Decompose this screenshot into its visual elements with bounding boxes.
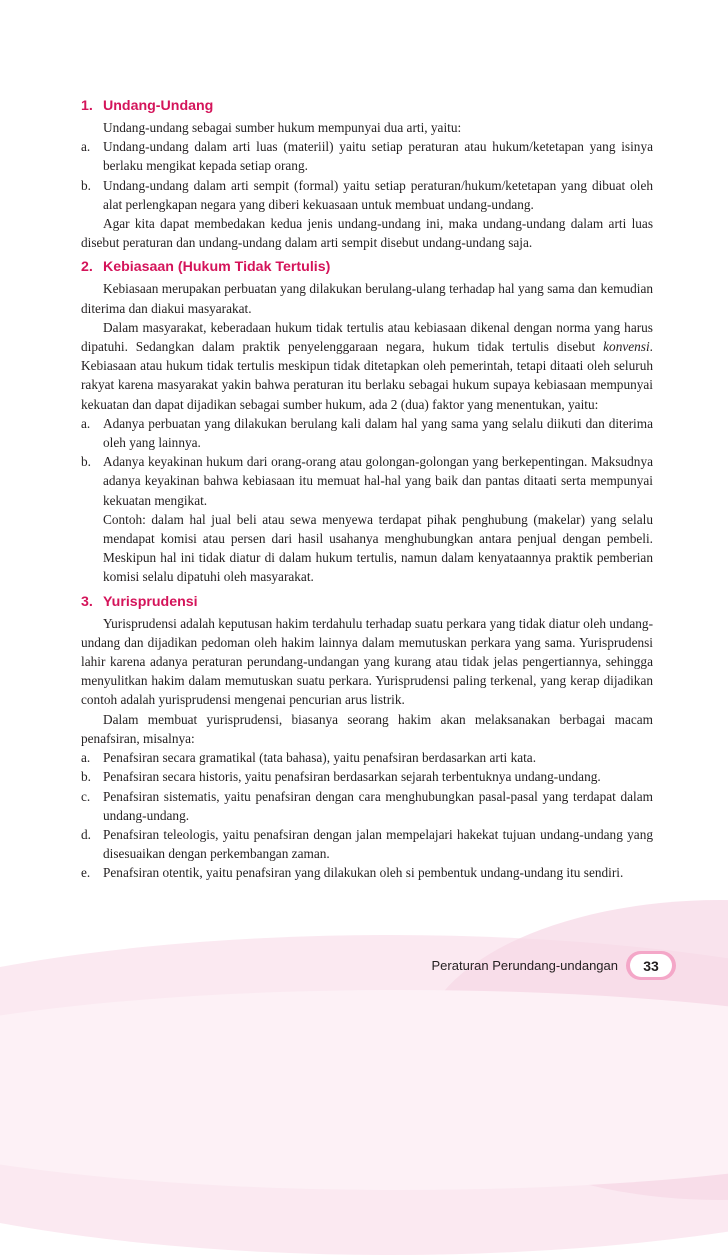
background-curve-light: [0, 990, 728, 1190]
list-item: [81, 414, 653, 452]
list-item: [81, 767, 653, 786]
list-item: [81, 748, 653, 767]
paragraph: Dalam membuat yurisprudensi, biasanya seorang hakim akan melaksanakan berbagai macam penafsiran, misalnya:: [81, 711, 653, 746]
section-number: 2.: [81, 259, 93, 276]
paragraph: Kebiasaan merupakan perbuatan yang dilakukan berulang-ulang terhadap hal yang sama dan kemudian diterima dan diakui masyarakat.: [81, 281, 653, 316]
list-item-text: Undang-undang dalam arti luas (materiil) yaitu setiap peraturan atau hukum/ketetapan yang isinya berlaku mengikat kepada setiap orang.: [103, 139, 653, 174]
list-item-label: a.: [81, 139, 91, 155]
section-title: Yurisprudensi: [103, 593, 198, 610]
list-item: [81, 452, 653, 510]
list-item-text: Undang-undang dalam arti sempit (formal) yaitu setiap peraturan/hukum/ketetapan yang dibuat oleh alat perlengkapan negara yang diberi kekuasaan untuk membuat undang-undang.: [103, 177, 653, 212]
list-item-label: b.: [81, 769, 91, 785]
section-number: 1.: [81, 98, 93, 114]
list-item-label: d.: [81, 826, 91, 842]
page-number-badge: [626, 951, 676, 980]
list-item-text: Penafsiran sistematis, yaitu penafsiran dengan cara menghubungkan pasal-pasal yang terdapat dalam undang-undang.: [103, 788, 653, 823]
paragraph-text: . Kebiasaan atau hukum tidak tertulis meskipun tidak ditetapkan oleh pemerintah, tetapi ditaati oleh seluruh rakyat karena masyarakat yakin bahwa peraturan itu berlaku sebagai hukum supaya kebiasaan mempunyai kekuatan dan dapat dijadikan sebagai sumber hukum, ada 2 (dua) faktor yang menentukan, yaitu:: [81, 339, 653, 412]
example-paragraph: Contoh: dalam hal jual beli atau sewa menyewa terdapat pihak penghubung (makelar) yang selalu mendapat komisi atau persen dari hasil usahanya menghubungkan antara penjual dengan pembeli. Meskipun hal ini tidak diatur di dalam hukum tertulis, namun dalam kenyataannya praktik pemberian komisi selalu dipatuhi oleh masyarakat.: [103, 511, 653, 585]
list-item: [81, 137, 653, 175]
list-item-label: e.: [81, 865, 91, 881]
page-number: 33: [630, 954, 672, 977]
list-item-text: Penafsiran teleologis, yaitu penafsiran dengan jalan mempelajari hakekat tujuan undang-undang yang disesuaikan dengan perkembangan zaman.: [103, 826, 653, 862]
list-item: [81, 863, 653, 882]
list-item-text: Penafsiran secara gramatikal (tata bahasa), yaitu penafsiran berdasarkan arti kata.: [103, 750, 537, 766]
paragraph: [81, 318, 653, 414]
footer-chapter-title: Peraturan Perundang-undangan: [431, 958, 618, 973]
list-item-label: b.: [81, 177, 91, 193]
section-heading-kebiasaan: [81, 258, 653, 277]
section-heading-yurisprudensi: [81, 593, 653, 612]
section-number: 3.: [81, 593, 93, 610]
list-item: [81, 176, 653, 214]
list-item-label: c.: [81, 788, 91, 804]
list-item-label: a.: [81, 750, 91, 766]
list-item: [81, 787, 653, 825]
list-item: [81, 825, 653, 863]
list-item-label: b.: [81, 454, 91, 470]
paragraph-text: Dalam masyarakat, keberadaan hukum tidak tertulis atau kebiasaan dikenal dengan norma yang harus dipatuhi. Sedangkan dalam praktik penyelenggaraan negara, hukum tidak tertulis disebut: [81, 319, 653, 355]
paragraph: Yurisprudensi adalah keputusan hakim terdahulu terhadap suatu perkara yang tidak diatur oleh undang-undang dan dijadikan pedoman oleh hakim lainnya dalam memutuskan perkara yang sama. Yurisprudensi lahir karena adanya peraturan perundang-undangan yang kurang atau tidak jelas pengertiannya, sehingga menyulitkan hakim dalam memutuskan suatu perkara. Yurisprudensi paling terkenal, yang kerap dijadikan contoh adalah yurisprudensi mengenai pencurian arus listrik.: [81, 615, 653, 708]
section-intro: Undang-undang sebagai sumber hukum mempunyai dua arti, yaitu:: [103, 120, 462, 135]
list-item-text: Penafsiran otentik, yaitu penafsiran yang dilakukan oleh si pembentuk undang-undang itu sendiri.: [103, 865, 624, 881]
section-title: Undang-Undang: [103, 98, 214, 114]
list-item-text: Penafsiran secara historis, yaitu penafsiran berdasarkan sejarah terbentuknya undang-undang.: [103, 769, 601, 785]
section-closing-paragraph: Agar kita dapat membedakan kedua jenis undang-undang ini, maka undang-undang dalam arti luas disebut peraturan dan undang-undang dalam arti sempit disebut undang-undang saja.: [81, 216, 653, 251]
list-item-text: Adanya keyakinan hukum dari orang-orang atau golongan-golongan yang berkepentingan. Maksudnya adanya keyakinan bahwa kebiasaan itu memuat hal-hal yang baik dan pantas ditaati serta mempunyai kekuatan mengikat.: [103, 454, 653, 508]
page-content: [81, 97, 653, 883]
section-title: Kebiasaan (Hukum Tidak Tertulis): [103, 259, 331, 276]
list-item-label: a.: [81, 415, 91, 431]
list-item-text: Adanya perbuatan yang dilakukan berulang kali dalam hal yang sama yang selalu diikuti dan diterima oleh yang lainnya.: [103, 415, 653, 451]
section-heading-undang-undang: [81, 97, 653, 116]
italic-term: konvensi: [603, 339, 650, 355]
